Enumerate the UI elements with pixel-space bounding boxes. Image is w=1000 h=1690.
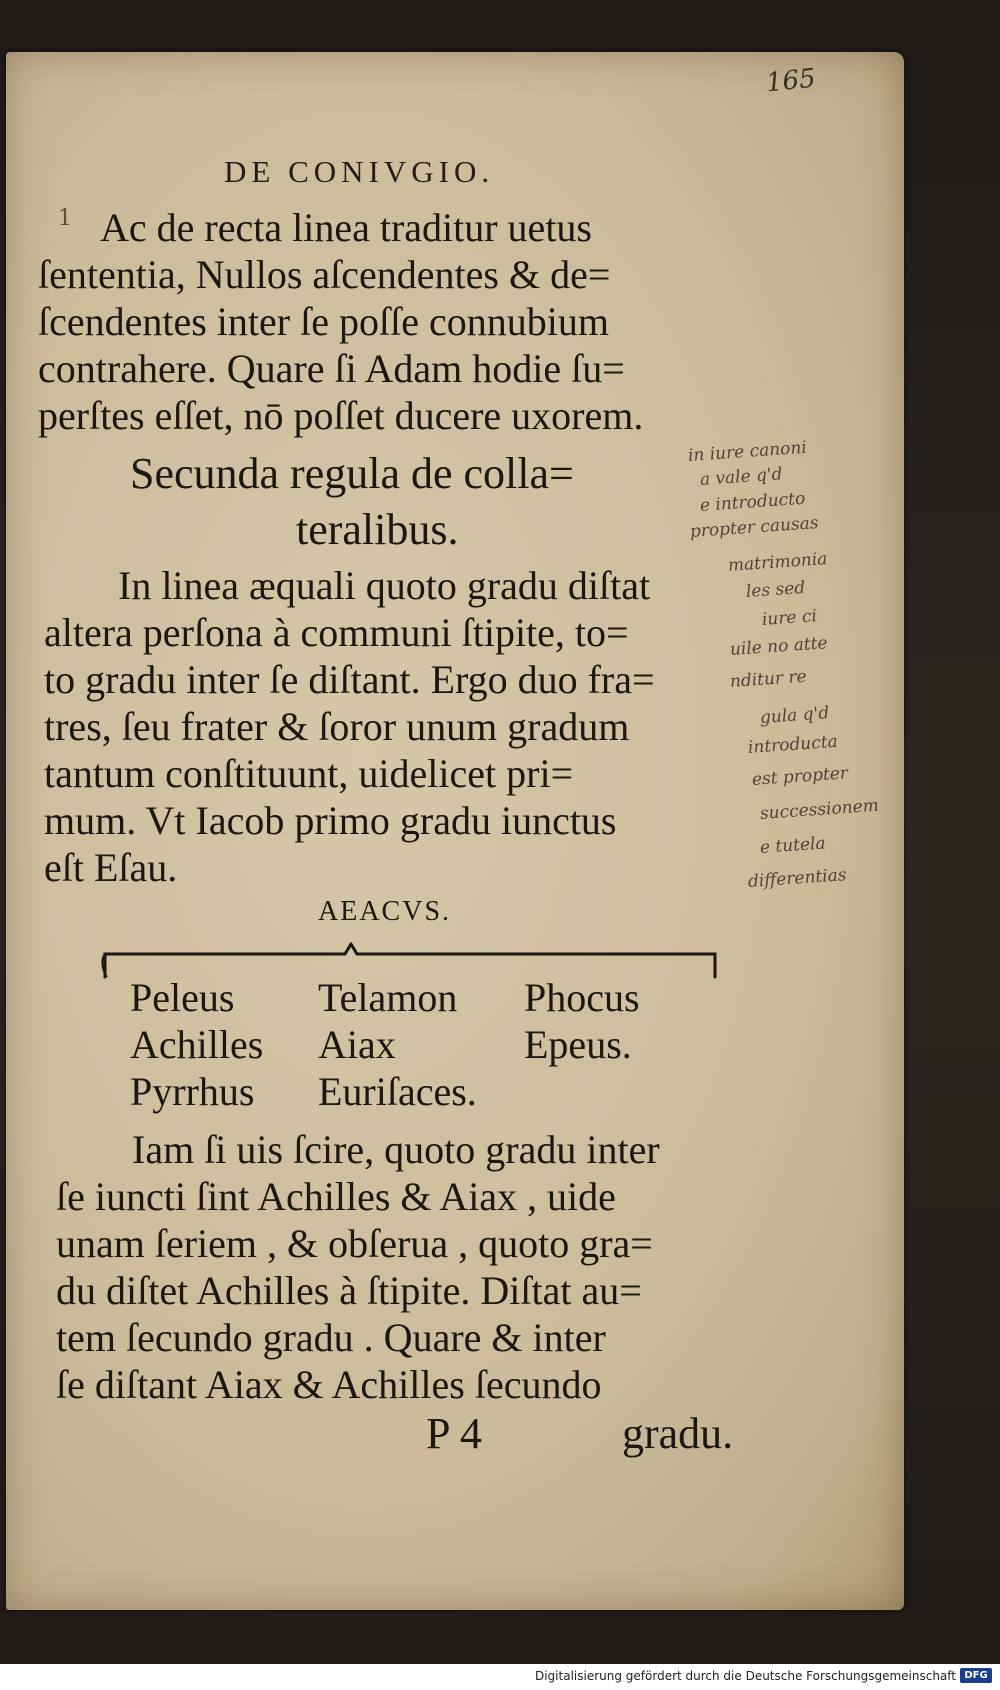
text-line: mum. Vt Iacob primo gradu iunctus <box>44 798 617 843</box>
marginal-note: les sed <box>745 577 806 602</box>
marginal-note: e tutela <box>759 833 827 858</box>
stemma-name: Phocus <box>524 975 640 1020</box>
margin-mark: 1 <box>58 206 72 231</box>
text-line: contrahere. Quare ſi Adam hodie ſu= <box>38 346 625 391</box>
stemma-name: Telamon <box>318 975 458 1020</box>
marginal-note: gula q'd <box>759 703 830 728</box>
text-line: ſcendentes inter ſe poſſe connubium <box>38 299 609 344</box>
text-line: perſtes eſſet, nō poſſet ducere uxorem. <box>38 393 644 438</box>
text-line: unam ſeriem , & obſerua , quoto gra= <box>56 1221 653 1266</box>
marginal-note: e introducto <box>699 488 806 516</box>
marginal-note: in iure canoni <box>687 437 808 466</box>
marginal-note: propter causas <box>689 513 820 542</box>
section-heading: teralibus. <box>296 505 459 554</box>
text-line: ſe iuncti ſint Achilles & Aiax , uide <box>56 1174 616 1219</box>
section-heading: Secunda regula de colla= <box>130 449 574 498</box>
text-line: ſe diſtant Aiax & Achilles ſecundo <box>56 1362 602 1407</box>
stemma-name: Epeus. <box>524 1022 632 1067</box>
text-line: In linea æquali quoto gradu diſtat <box>118 563 651 608</box>
marginal-note: matrimonia <box>727 549 828 576</box>
stemma-name: Pyrrhus <box>130 1069 255 1114</box>
text-line: du diſtet Achilles à ſtipite. Diſtat au= <box>56 1268 642 1313</box>
stemma-name: Euriſaces. <box>318 1069 477 1114</box>
marginal-note: est propter <box>751 763 849 790</box>
stemma-name: Peleus <box>130 975 235 1020</box>
marginal-note: iure ci <box>761 606 818 630</box>
stemma-name: Aiax <box>318 1022 396 1067</box>
text-line: tem ſecundo gradu . Quare & inter <box>56 1315 606 1360</box>
text-line: ſententia, Nullos aſcendentes & de= <box>38 252 611 297</box>
signature-mark: P 4 <box>426 1409 482 1458</box>
running-head: DE CONIVGIO. <box>224 154 495 189</box>
catchword: gradu. <box>622 1409 734 1458</box>
marginal-note: introducta <box>747 731 839 758</box>
marginal-note: successionem <box>759 795 880 824</box>
marginal-note: a vale q'd <box>699 464 784 490</box>
text-line: Ac de recta linea traditur uetus <box>100 205 592 250</box>
footer-credit: Digitalisierung gefördert durch die Deutsche Forschungsgemeinschaft <box>534 1669 956 1683</box>
stemma-name: Achilles <box>130 1022 264 1067</box>
dfg-logo: DFG <box>960 1668 992 1683</box>
text-line: to gradu inter ſe diſtant. Ergo duo fra= <box>44 657 655 702</box>
text-line: tantum conſtituunt, uidelicet pri= <box>44 751 574 796</box>
text-line: tres, ſeu frater & ſoror unum gradum <box>44 704 630 749</box>
folio-number: 165 <box>764 63 818 99</box>
stemma-root: AEACVS. <box>318 896 452 927</box>
text-line: altera perſona à communi ſtipite, to= <box>44 610 629 655</box>
text-line: Iam ſi uis ſcire, quoto gradu inter <box>132 1127 660 1172</box>
marginal-note: differentias <box>747 865 848 892</box>
text-line: eſt Eſau. <box>44 845 178 890</box>
marginal-note: nditur re <box>729 666 808 692</box>
marginal-note: uile no atte <box>729 633 829 660</box>
